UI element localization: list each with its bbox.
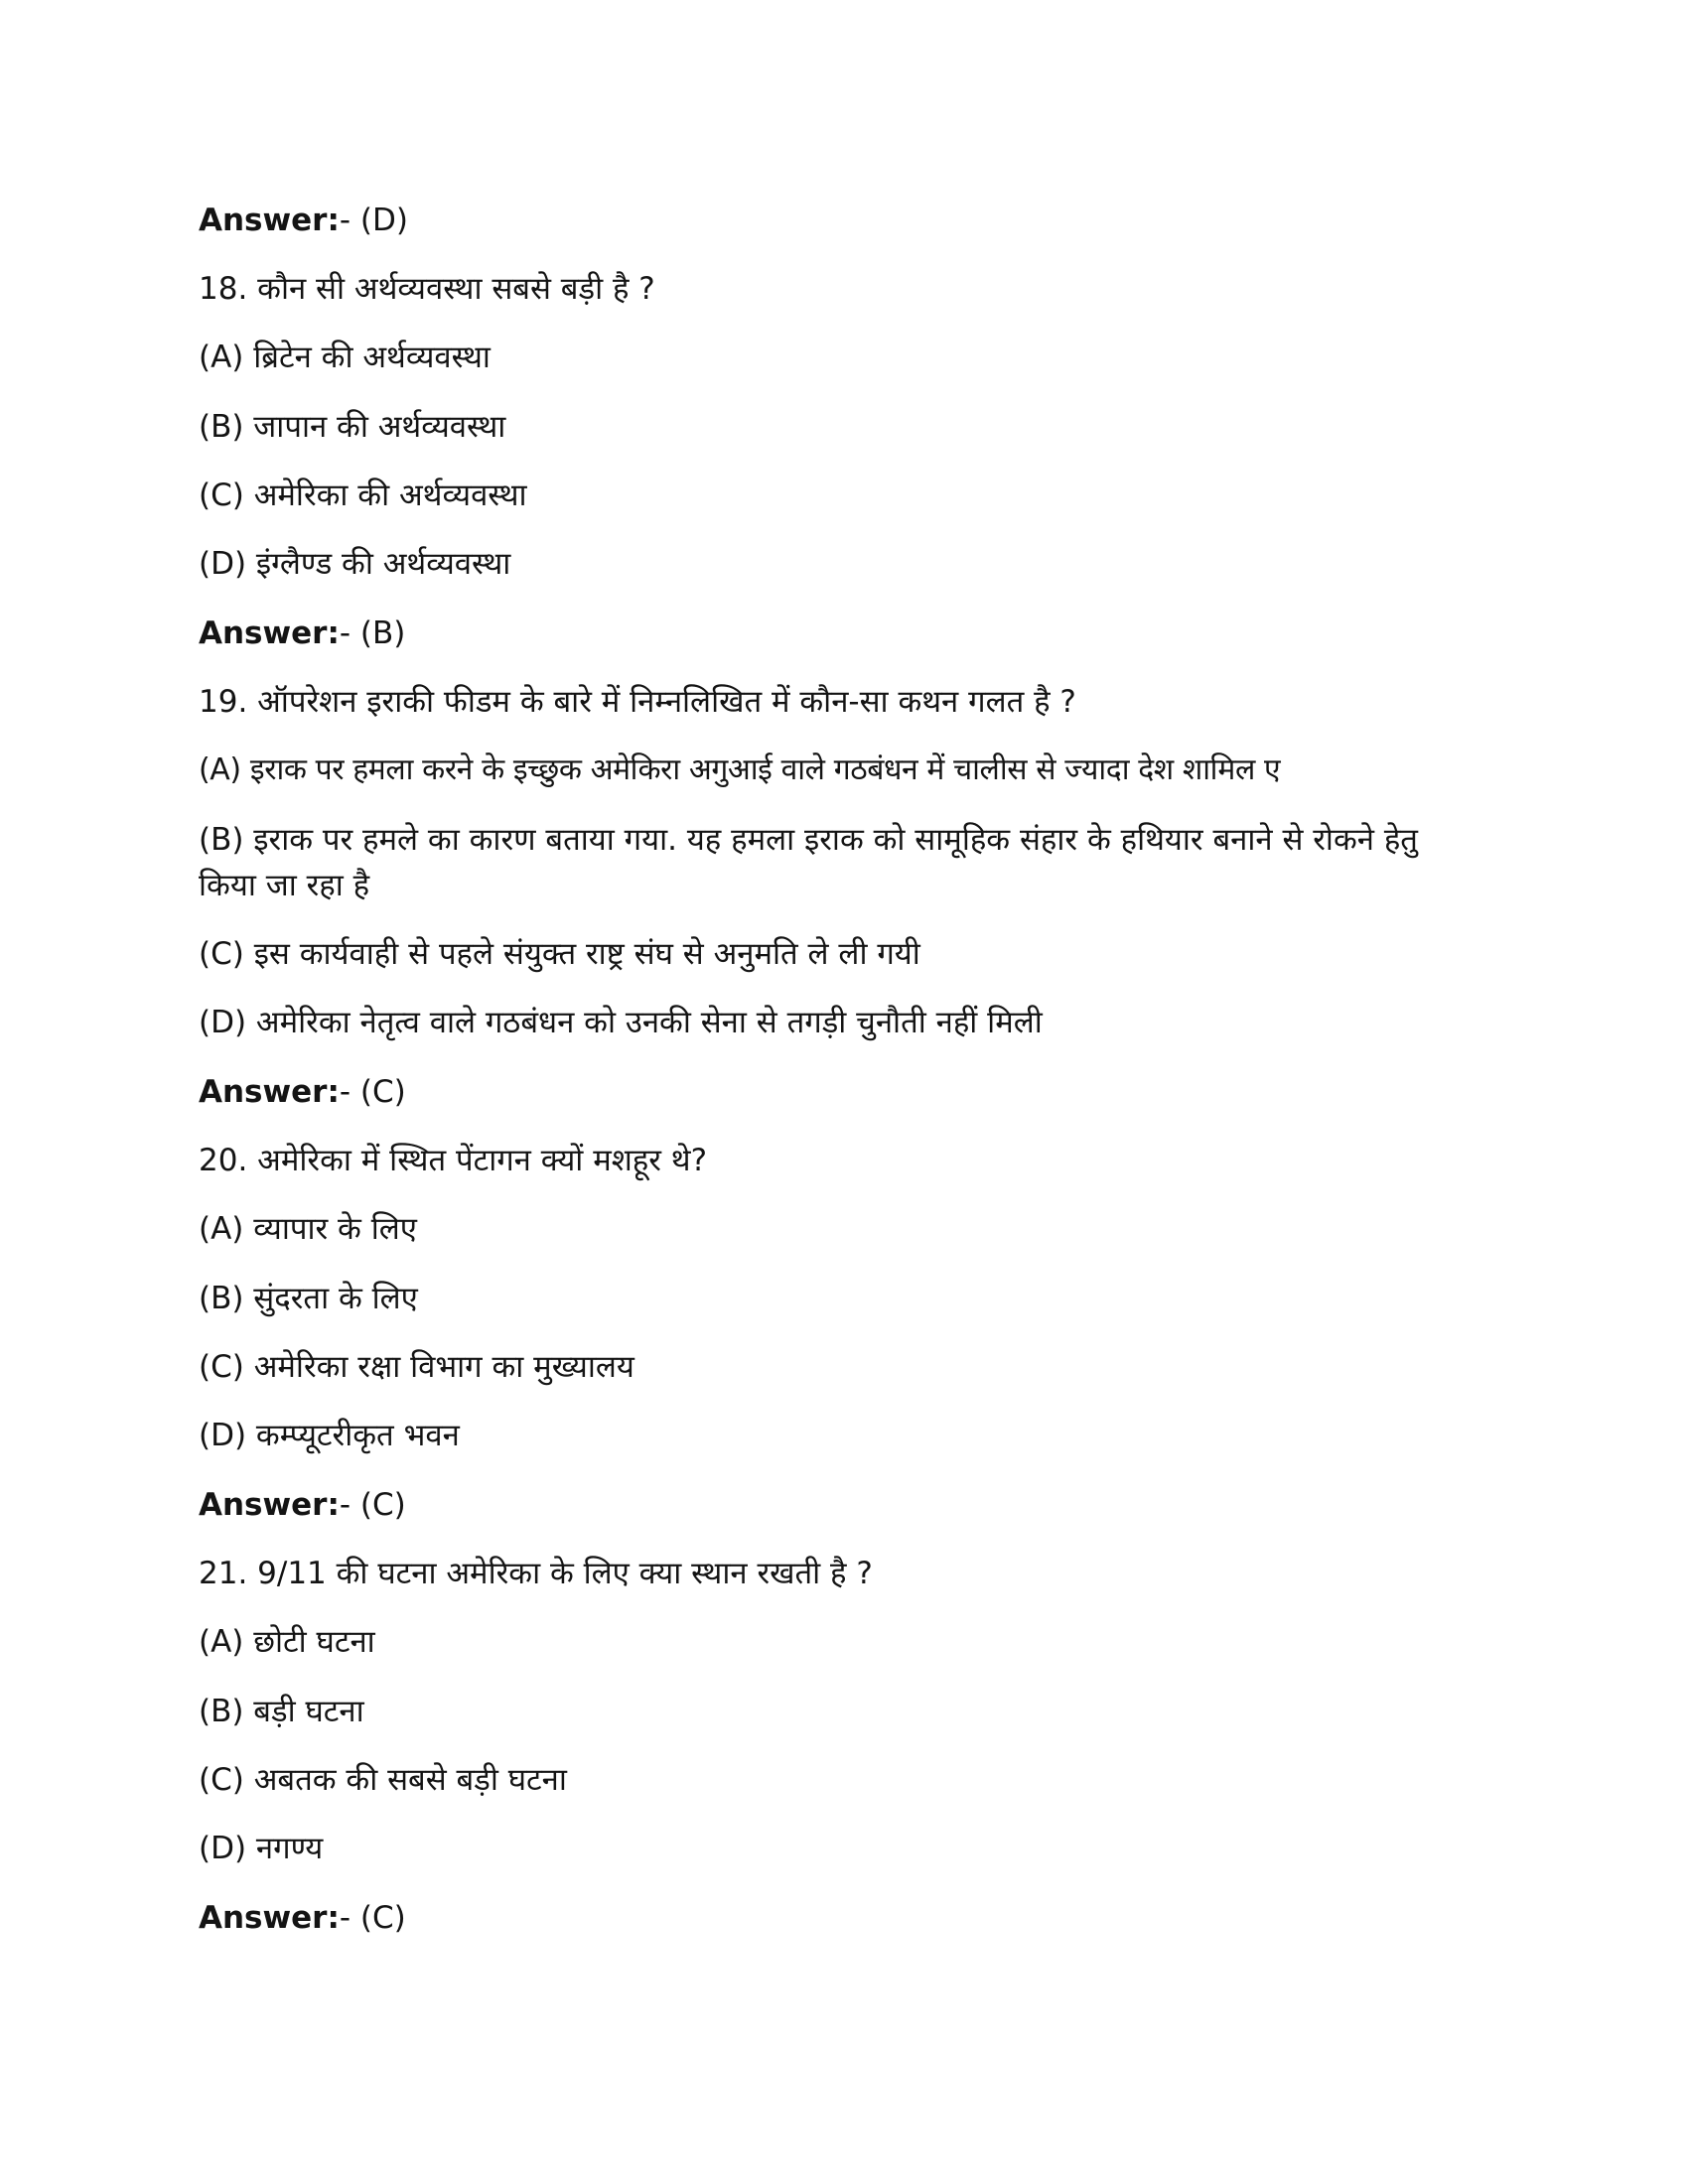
option-d: (D) नगण्य [199, 1831, 324, 1866]
question-18: 18. कौन सी अर्थव्यवस्था सबसे बड़ी है ? [199, 271, 655, 307]
answer-line [199, 611, 1509, 656]
question-20: 20. अमेरिका में स्थित पेंटागन क्यों मशहूर थे? [199, 1143, 708, 1178]
option-c: (C) इस कार्यवाही से पहले संयुक्त राष्ट्र संघ से अनुमति ले ली गयी [199, 936, 920, 972]
answer-label: Answer: [199, 1487, 340, 1523]
answer-value: - (D) [339, 203, 408, 238]
option-c: (C) अमेरिका रक्षा विभाग का मुख्यालय [199, 1349, 634, 1385]
answer-value: - (B) [339, 615, 406, 651]
answer-line [199, 1482, 1509, 1528]
answer-label: Answer: [199, 203, 340, 238]
answer-value: - (C) [339, 1487, 406, 1523]
option-a: (A) ब्रिटेन की अर्थव्यवस्था [199, 340, 491, 375]
option-a: (A) इराक पर हमला करने के इच्छुक अमेकिरा अगुआई वाले गठबंधन में चालीस से ज्यादा देश शामिल ए [199, 752, 1281, 787]
option-d: (D) कम्प्यूटरीकृत भवन [199, 1418, 460, 1453]
option-b: (B) इराक पर हमले का कारण बताया गया. यह हमला इराक को सामूहिक संहार के हथियार बनाने से रोकने हेतु किया जा रहा है [199, 822, 1418, 903]
option-b: (B) बड़ी घटना [199, 1694, 364, 1729]
option-b: (B) सुंदरता के लिए [199, 1281, 418, 1316]
answer-label: Answer: [199, 615, 340, 651]
answer-label: Answer: [199, 1074, 340, 1110]
option-d: (D) अमेरिका नेतृत्व वाले गठबंधन को उनकी सेना से तगड़ी चुनौती नहीं मिली [199, 1005, 1043, 1040]
answer-value: - (C) [339, 1900, 406, 1936]
option-c: (C) अबतक की सबसे बड़ी घटना [199, 1762, 567, 1798]
question-19: 19. ऑपरेशन इराकी फीडम के बारे में निम्नलिखित में कौन-सा कथन गलत है ? [199, 684, 1076, 720]
answer-label: Answer: [199, 1900, 340, 1936]
answer-line [199, 198, 1509, 243]
option-c: (C) अमेरिका की अर्थव्यवस्था [199, 478, 527, 513]
answer-value: - (C) [339, 1074, 406, 1110]
option-a: (A) छोटी घटना [199, 1624, 375, 1660]
question-21: 21. 9/11 की घटना अमेरिका के लिए क्या स्थान रखती है ? [199, 1556, 873, 1591]
answer-line [199, 1895, 1509, 1941]
option-a: (A) व्यापार के लिए [199, 1211, 417, 1247]
answer-line [199, 1069, 1509, 1115]
option-b: (B) जापान की अर्थव्यवस्था [199, 409, 506, 445]
option-d: (D) इंग्लैण्ड की अर्थव्यवस्था [199, 546, 511, 582]
